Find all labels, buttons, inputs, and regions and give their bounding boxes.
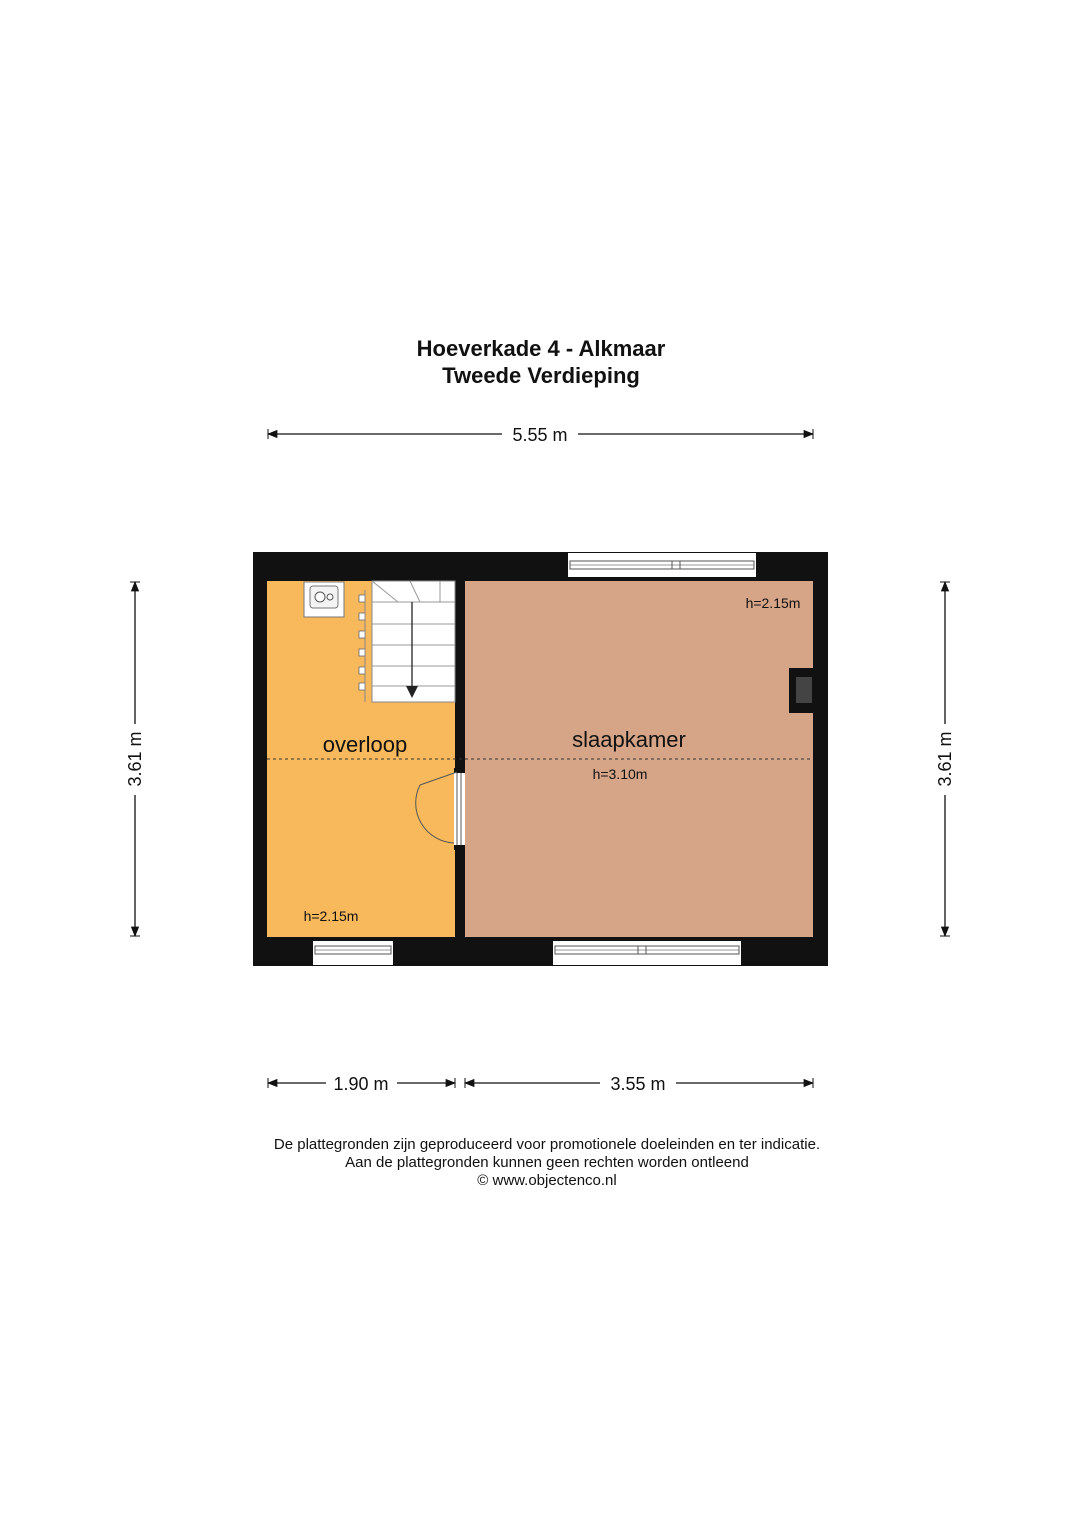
room-label-slaapkamer: slaapkamer: [572, 727, 686, 752]
dimension-total-width-label: 5.55 m: [512, 425, 568, 445]
dimension-slaapkamer-width: [465, 1074, 813, 1094]
dimension-right-height-label: 3.61 m: [935, 731, 955, 787]
boiler-icon: [304, 582, 344, 617]
floor-name: Tweede Verdieping: [442, 363, 640, 388]
dimension-left-height-label: 3.61 m: [125, 731, 145, 787]
disclaimer-line-2: Aan de plattegronden kunnen geen rechten worden ontleend: [345, 1154, 749, 1171]
dimension-right-height: [935, 582, 955, 936]
height-label-slaapkamer-high: h=3.10m: [592, 766, 648, 782]
disclaimer-line-1: De plattegronden zijn geproduceerd voor promotionele doeleinden en ter indicatie.: [273, 1136, 821, 1153]
dimension-overloop-width: [268, 1074, 455, 1094]
dimension-overloop-width-label: 1.90 m: [333, 1074, 389, 1094]
window-bottom-left: [313, 937, 393, 965]
chimney-shaft: [789, 668, 813, 713]
dimension-left-height: [125, 582, 145, 936]
height-label-overloop: h=2.15m: [303, 908, 359, 924]
window-bottom-right: [553, 937, 741, 965]
room-label-overloop: overloop: [322, 732, 408, 757]
disclaimer-copyright: © www.objectenco.nl: [477, 1172, 617, 1189]
height-label-slaapkamer-low: h=2.15m: [745, 595, 801, 611]
dimension-slaapkamer-width-label: 3.55 m: [610, 1074, 666, 1094]
window-top: [568, 553, 756, 581]
plan-title: Hoeverkade 4 - Alkmaar: [416, 336, 666, 361]
staircase: [359, 581, 455, 702]
dimension-total-width: [268, 425, 813, 445]
